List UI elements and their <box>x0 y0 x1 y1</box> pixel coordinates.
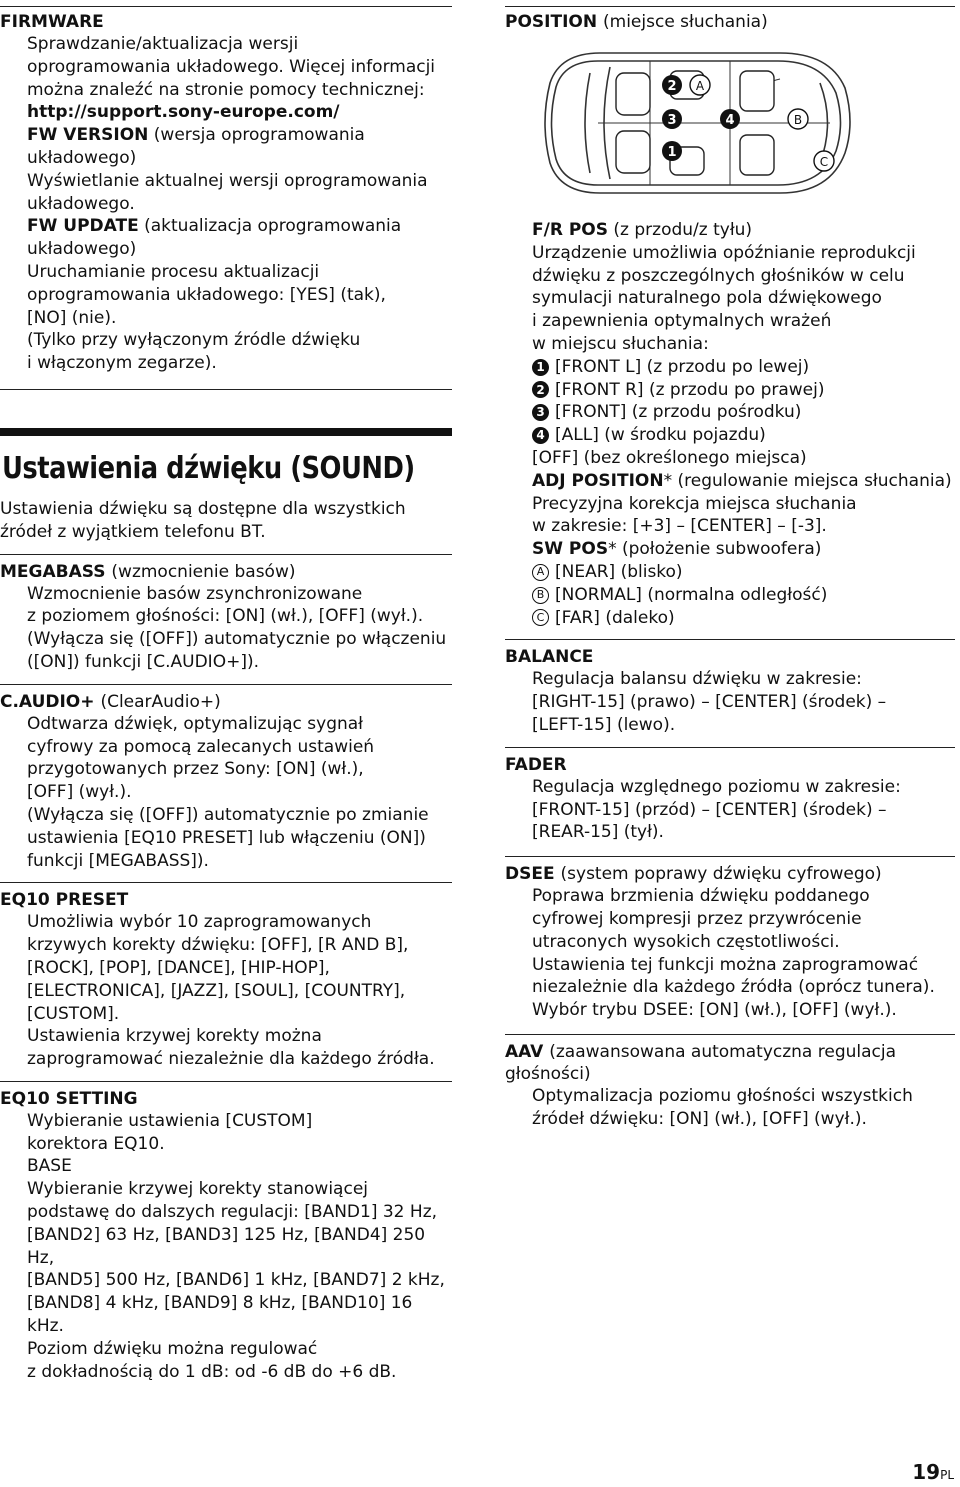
fw-update-desc: (aktualizacja oprogramowania <box>144 216 402 237</box>
text-line: dźwięku z poszczególnych głośników w celu <box>532 265 905 286</box>
text-line: [REAR-15] (tył). <box>532 822 664 843</box>
letter-badge: C <box>532 609 549 626</box>
fw-version-label: FW VERSION <box>27 125 149 146</box>
text-line: Wzmocnienie basów zsynchronizowane <box>27 583 363 604</box>
text-line: Uruchamianie procesu aktualizacji <box>27 261 320 282</box>
left-column <box>0 0 452 1383</box>
text-line: oprogramowania układowego. Więcej informacji <box>27 56 436 77</box>
text-line: symulacji naturalnego pola dźwiękowego <box>532 288 882 309</box>
page-number <box>912 1460 954 1484</box>
marker-a-label: A <box>695 79 705 93</box>
text-line: [BAND5] 500 Hz, [BAND6] 1 kHz, [BAND7] 2 kHz, <box>27 1270 445 1291</box>
fader-body <box>532 776 955 844</box>
marker-2-label: 2 <box>667 79 677 94</box>
letter-badge: B <box>532 587 549 604</box>
frpos-item <box>532 379 955 402</box>
frpos-block <box>532 219 955 629</box>
position-heading <box>505 11 955 33</box>
aav-heading <box>505 1041 955 1063</box>
divider <box>0 6 452 7</box>
divider <box>0 882 452 883</box>
divider <box>505 747 955 748</box>
sound-intro <box>0 498 452 544</box>
text-line: Ustawienia dźwięku są dostępne dla wszystkich <box>0 498 406 519</box>
caudio-heading <box>0 691 452 713</box>
fw-version-desc: (wersja oprogramowania <box>153 125 365 146</box>
text-line: utraconych wysokich częstotliwości. <box>532 931 840 952</box>
number-badge: 2 <box>532 381 549 398</box>
position-desc: (miejsce słuchania) <box>603 12 768 32</box>
divider <box>505 639 955 640</box>
frpos-item <box>532 401 955 424</box>
text-line: Wybór trybu DSEE: [ON] (wł.), [OFF] (wył.). <box>532 1000 897 1021</box>
text-line: z poziomem głośności: [ON] (wł.), [OFF] (wył.). <box>27 606 424 627</box>
text-line: ustawienia [EQ10 PRESET] lub włączeniu (ON]) <box>27 827 426 848</box>
text-line: cyfrowy za pomocą zalecanych ustawień <box>27 736 375 757</box>
right-column <box>505 0 955 1131</box>
caudio-label: C.AUDIO+ <box>0 691 95 712</box>
swpos-item <box>532 607 955 630</box>
seat-back-left <box>740 135 774 175</box>
text-line: i włączonym zegarze). <box>27 353 217 374</box>
text-line: Urządzenie umożliwia opóźnianie reprodukcji <box>532 242 916 263</box>
page-number-value: 19 <box>912 1460 941 1484</box>
divider <box>0 684 452 685</box>
text-line: i zapewnienia optymalnych wrażeń <box>532 311 832 332</box>
text-line: Umożliwia wybór 10 zaprogramowanych <box>27 912 372 933</box>
divider <box>505 6 955 7</box>
item-text: [FRONT R] (z przodu po prawej) <box>555 379 825 400</box>
adj-position-label: ADJ POSITION <box>532 470 664 491</box>
seat-back-right <box>740 71 774 111</box>
text-line: oprogramowania układowego: [YES] (tak), <box>27 284 386 305</box>
text-line: Poziom dźwięku można regulować <box>27 1338 318 1359</box>
text-line: korektora EQ10. <box>27 1133 165 1154</box>
frpos-item <box>532 356 955 379</box>
adj-position-desc: * (regulowanie miejsca słuchania) <box>663 470 952 491</box>
dsee-body <box>532 885 955 1022</box>
text-line: w zakresie: [+3] – [CENTER] – [-3]. <box>532 516 827 537</box>
balance-body <box>532 668 955 736</box>
aav-desc: (zaawansowana automatyczna regulacja <box>549 1041 897 1062</box>
firmware-heading: FIRMWARE <box>0 12 104 32</box>
text-line: Ustawienia tej funkcji można zaprogramować <box>532 954 919 975</box>
item-text: [FAR] (daleko) <box>555 607 675 628</box>
text-line: (Wyłącza się ([OFF]) automatycznie po włączeniu <box>27 629 447 650</box>
text-line: z dokładnością do 1 dB: od -6 dB do +6 dB. <box>27 1361 397 1382</box>
text-line: można znaleźć na stronie pomocy technicznej: <box>27 79 425 100</box>
item-text: [NORMAL] (normalna odległość) <box>555 584 828 605</box>
text-line: (Wyłącza się ([OFF]) automatycznie po zmianie <box>27 804 429 825</box>
text-line: [BAND8] 4 kHz, [BAND9] 8 kHz, [BAND10] 16 kHz. <box>27 1293 413 1337</box>
swpos-item <box>532 561 955 584</box>
frpos-off: [OFF] (bez określonego miejsca) <box>532 447 807 468</box>
fader-heading: FADER <box>505 754 567 775</box>
seat-front-left <box>616 131 650 173</box>
text-line: [OFF] (wył.). <box>27 782 132 803</box>
text-line: [NO] (nie). <box>27 307 117 328</box>
eq10-preset-heading: EQ10 PRESET <box>0 890 129 911</box>
text-line: Regulacja balansu dźwięku w zakresie: <box>532 669 862 690</box>
megabass-body <box>27 583 452 674</box>
marker-c-label: C <box>819 155 829 169</box>
aav-label: AAV <box>505 1041 544 1062</box>
sw-pos-desc: * (położenie subwoofera) <box>608 539 822 560</box>
megabass-label: MEGABASS <box>0 561 106 582</box>
text-line: funkcji [MEGABASS]). <box>27 850 209 871</box>
seat-front-right <box>616 73 650 115</box>
marker-3-label: 3 <box>667 113 677 128</box>
text-line: cyfrowej kompresji przez przywrócenie <box>532 908 862 929</box>
text-line: zaprogramować niezależnie dla każdego źródła. <box>27 1049 435 1070</box>
text-line: w miejscu słuchania: <box>532 333 709 354</box>
text-line: [ELECTRONICA], [JAZZ], [SOUL], [COUNTRY], <box>27 980 406 1001</box>
text-line: [BAND2] 63 Hz, [BAND3] 125 Hz, [BAND4] 250 Hz, <box>27 1224 426 1268</box>
text-line: ([ON]) funkcji [C.AUDIO+]). <box>27 651 259 672</box>
text-line: Precyzyjna korekcja miejsca słuchania <box>532 493 857 514</box>
divider <box>505 1034 955 1035</box>
eq10-setting-body <box>27 1110 452 1384</box>
text-line: Regulacja względnego poziomu w zakresie: <box>532 776 901 797</box>
text-line: Wyświetlanie aktualnej wersji oprogramowania <box>27 170 428 191</box>
caudio-desc: (ClearAudio+) <box>100 691 221 712</box>
text-line: Sprawdzanie/aktualizacja wersji <box>27 34 299 54</box>
dsee-desc: (system poprawy dźwięku cyfrowego) <box>560 864 882 885</box>
eq10-setting-heading: EQ10 SETTING <box>0 1088 138 1109</box>
base-label: BASE <box>27 1156 72 1177</box>
number-badge: 4 <box>532 427 549 444</box>
frpos-desc: (z przodu/z tyłu) <box>613 220 753 240</box>
sound-section-title: Ustawienia dźwięku (SOUND) <box>2 450 415 486</box>
text-line: [FRONT-15] (przód) – [CENTER] (środek) – <box>532 799 887 820</box>
megabass-heading <box>0 561 452 583</box>
fw-update-label: FW UPDATE <box>27 216 139 237</box>
aav-desc-cont: głośności) <box>505 1063 591 1084</box>
text-line: [RIGHT-15] (prawo) – [CENTER] (środek) – <box>532 692 887 713</box>
text-line: Optymalizacja poziomu głośności wszystkich <box>532 1085 913 1106</box>
item-text: [ALL] (w środku pojazdu) <box>555 425 766 446</box>
marker-b-label: B <box>793 113 803 127</box>
item-text: [FRONT L] (z przodu po lewej) <box>555 356 810 377</box>
eq10-preset-body <box>27 911 452 1071</box>
divider <box>0 1081 452 1082</box>
marker-4-label: 4 <box>725 113 735 128</box>
text-line: źródeł dźwięku: [ON] (wł.), [OFF] (wył.). <box>532 1108 867 1129</box>
text-line: podstawę do dalszych regulacji: [BAND1] 32 Hz, <box>27 1202 438 1223</box>
frpos-label: F/R POS <box>532 220 608 240</box>
position-label: POSITION <box>505 12 598 32</box>
caudio-body <box>27 713 452 873</box>
text-line: przygotowanych przez Sony: [ON] (wł.), <box>27 759 364 780</box>
text-line: [CUSTOM]. <box>27 1003 120 1024</box>
number-badge: 1 <box>532 359 549 376</box>
text-line: [ROCK], [POP], [DANCE], [HIP-HOP], <box>27 957 330 978</box>
text-line: [LEFT-15] (lewo). <box>532 714 676 735</box>
page-language-code: PL <box>940 1468 954 1482</box>
text-line: źródeł z wyjątkiem telefonu BT. <box>0 521 266 542</box>
firmware-body <box>27 33 452 375</box>
item-text: [NEAR] (blisko) <box>555 561 683 582</box>
divider <box>0 389 452 390</box>
aav-body <box>532 1085 955 1131</box>
text-line: Wybieranie krzywej korekty stanowiącej <box>27 1179 368 1200</box>
section-bar <box>0 428 452 436</box>
text-line: układowego) <box>27 147 137 168</box>
dsee-label: DSEE <box>505 864 555 885</box>
marker-1-label: 1 <box>667 145 677 160</box>
letter-badge: A <box>532 564 549 581</box>
text-line: układowego. <box>27 193 135 214</box>
number-badge: 3 <box>532 404 549 421</box>
sw-pos-label: SW POS <box>532 539 609 560</box>
megabass-desc: (wzmocnienie basów) <box>111 561 296 582</box>
text-line: Odtwarza dźwięk, optymalizując sygnał <box>27 713 364 734</box>
text-line: układowego) <box>27 239 137 260</box>
text-line: Ustawienia krzywej korekty można <box>27 1026 322 1047</box>
text-line: niezależnie dla każdego źródła (oprócz tunera). <box>532 977 935 998</box>
text-line: Wybieranie ustawienia [CUSTOM] <box>27 1110 313 1131</box>
balance-heading: BALANCE <box>505 647 594 668</box>
dsee-heading <box>505 863 955 885</box>
car-seating-diagram <box>530 43 860 203</box>
divider <box>505 856 955 857</box>
item-text: [FRONT] (z przodu pośrodku) <box>555 402 802 423</box>
divider <box>0 554 452 555</box>
text-line: (Tylko przy wyłączonym źródle dźwięku <box>27 330 361 351</box>
support-url: http://support.sony-europe.com/ <box>27 102 340 123</box>
frpos-item <box>532 424 955 447</box>
text-line: krzywych korekty dźwięku: [OFF], [R AND B], <box>27 935 409 956</box>
swpos-item <box>532 584 955 607</box>
text-line: Poprawa brzmienia dźwięku poddanego <box>532 886 870 907</box>
